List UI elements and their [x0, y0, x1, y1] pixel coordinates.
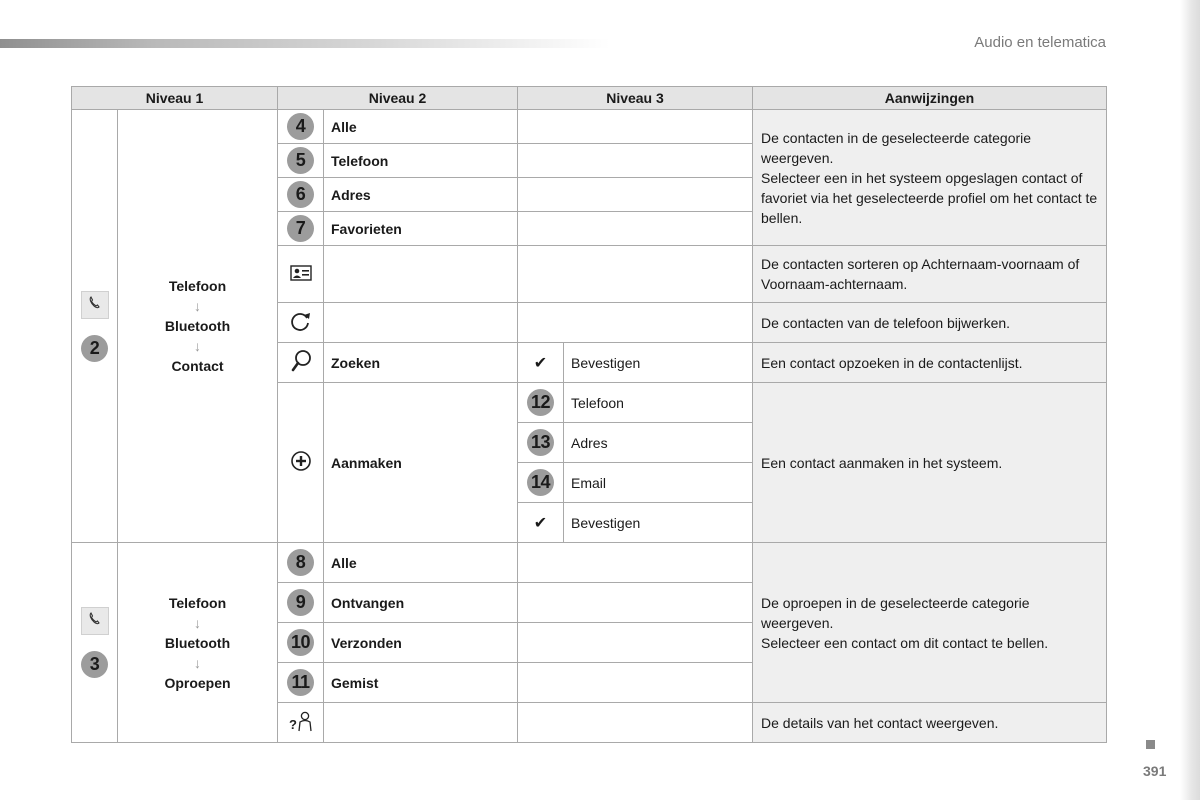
- phone-handset-icon: [81, 291, 109, 319]
- menu-path-step: Telefoon: [168, 278, 227, 294]
- level3-label: Adres: [564, 423, 753, 463]
- step-badge: 5: [287, 147, 314, 174]
- menu-path-step: Bluetooth: [164, 634, 231, 651]
- step-badge: 8: [287, 549, 314, 576]
- instruction-text: De contacten in de geselecteerde categorie weergeven. Selecteer een in het systeem opgeslagen contact of favoriet via het geselecteerde profiel om het contact te bellen.: [753, 110, 1107, 246]
- svg-text:?: ?: [288, 717, 297, 732]
- level2-label: Adres: [324, 178, 518, 212]
- level2-label: Favorieten: [324, 212, 518, 246]
- section-title: Audio en telematica: [974, 34, 1106, 51]
- step-badge: 4: [287, 113, 314, 140]
- level2-label: Telefoon: [324, 144, 518, 178]
- level1-cell: [72, 110, 118, 543]
- step-badge: 12: [527, 389, 554, 416]
- side-stripe: [1180, 0, 1200, 800]
- level3-label: Bevestigen: [564, 343, 753, 383]
- phone-handset-icon: [81, 607, 109, 635]
- refresh-icon: [278, 303, 324, 343]
- instruction-text: De contacten van de telefoon bijwerken.: [753, 303, 1107, 343]
- column-header: Aanwijzingen: [753, 87, 1107, 110]
- menu-path-step: Bluetooth: [164, 318, 231, 334]
- add-circle-icon: [278, 383, 324, 543]
- arrow-down-icon: ↓: [194, 338, 201, 354]
- checkmark-icon: ✔: [518, 343, 564, 383]
- level2-label: Zoeken: [324, 343, 518, 383]
- page-marker: [1146, 740, 1155, 749]
- arrow-down-icon: ↓: [194, 298, 201, 314]
- instruction-text: De oproepen in de geselecteerde categorie weergeven. Selecteer een contact om dit contact te bellen.: [753, 543, 1107, 703]
- column-header: Niveau 3: [518, 87, 753, 110]
- menu-path-step: Oproepen: [164, 674, 231, 691]
- step-badge: 3: [81, 651, 108, 678]
- level3-label: Email: [564, 463, 753, 503]
- checkmark-icon: ✔: [518, 503, 564, 543]
- level2-label: Alle: [324, 110, 518, 144]
- level2-label: Ontvangen: [324, 583, 518, 623]
- level3-label: Bevestigen: [564, 503, 753, 543]
- menu-path: [118, 110, 278, 543]
- search-icon: [278, 343, 324, 383]
- step-badge: 11: [287, 669, 314, 696]
- arrow-down-icon: ↓: [194, 614, 201, 631]
- step-badge: 9: [287, 589, 314, 616]
- step-badge: 7: [287, 215, 314, 242]
- instruction-text: De contacten sorteren op Achternaam-voornaam of Voornaam-achternaam.: [753, 246, 1107, 303]
- menu-path-step: Contact: [171, 358, 224, 374]
- contact-details-icon: [278, 703, 324, 743]
- instruction-text: Een contact aanmaken in het systeem.: [753, 383, 1107, 543]
- table-header-row: [72, 87, 1107, 110]
- table-row: [72, 110, 1107, 144]
- column-header: Niveau 1: [72, 87, 278, 110]
- instruction-text: Een contact opzoeken in de contactenlijst.: [753, 343, 1107, 383]
- step-badge: 2: [81, 335, 108, 362]
- arrow-down-icon: ↓: [194, 654, 201, 671]
- instruction-text: De details van het contact weergeven.: [753, 703, 1107, 743]
- level2-label: Verzonden: [324, 623, 518, 663]
- level2-label: Gemist: [324, 663, 518, 703]
- page-number: 391: [1143, 763, 1167, 779]
- contact-card-icon: [278, 246, 324, 303]
- step-badge: 14: [527, 469, 554, 496]
- step-badge: 10: [287, 629, 314, 656]
- menu-table: [71, 86, 1107, 743]
- step-badge: 6: [287, 181, 314, 208]
- level2-label: Alle: [324, 543, 518, 583]
- header-gradient-bar: [0, 39, 610, 48]
- column-header: Niveau 2: [278, 87, 518, 110]
- menu-path-step: Telefoon: [168, 594, 227, 611]
- table-row: [72, 543, 1107, 583]
- step-badge: 13: [527, 429, 554, 456]
- menu-path: [118, 543, 278, 743]
- level2-label: Aanmaken: [324, 383, 518, 543]
- level1-cell: [72, 543, 118, 743]
- level3-label: Telefoon: [564, 383, 753, 423]
